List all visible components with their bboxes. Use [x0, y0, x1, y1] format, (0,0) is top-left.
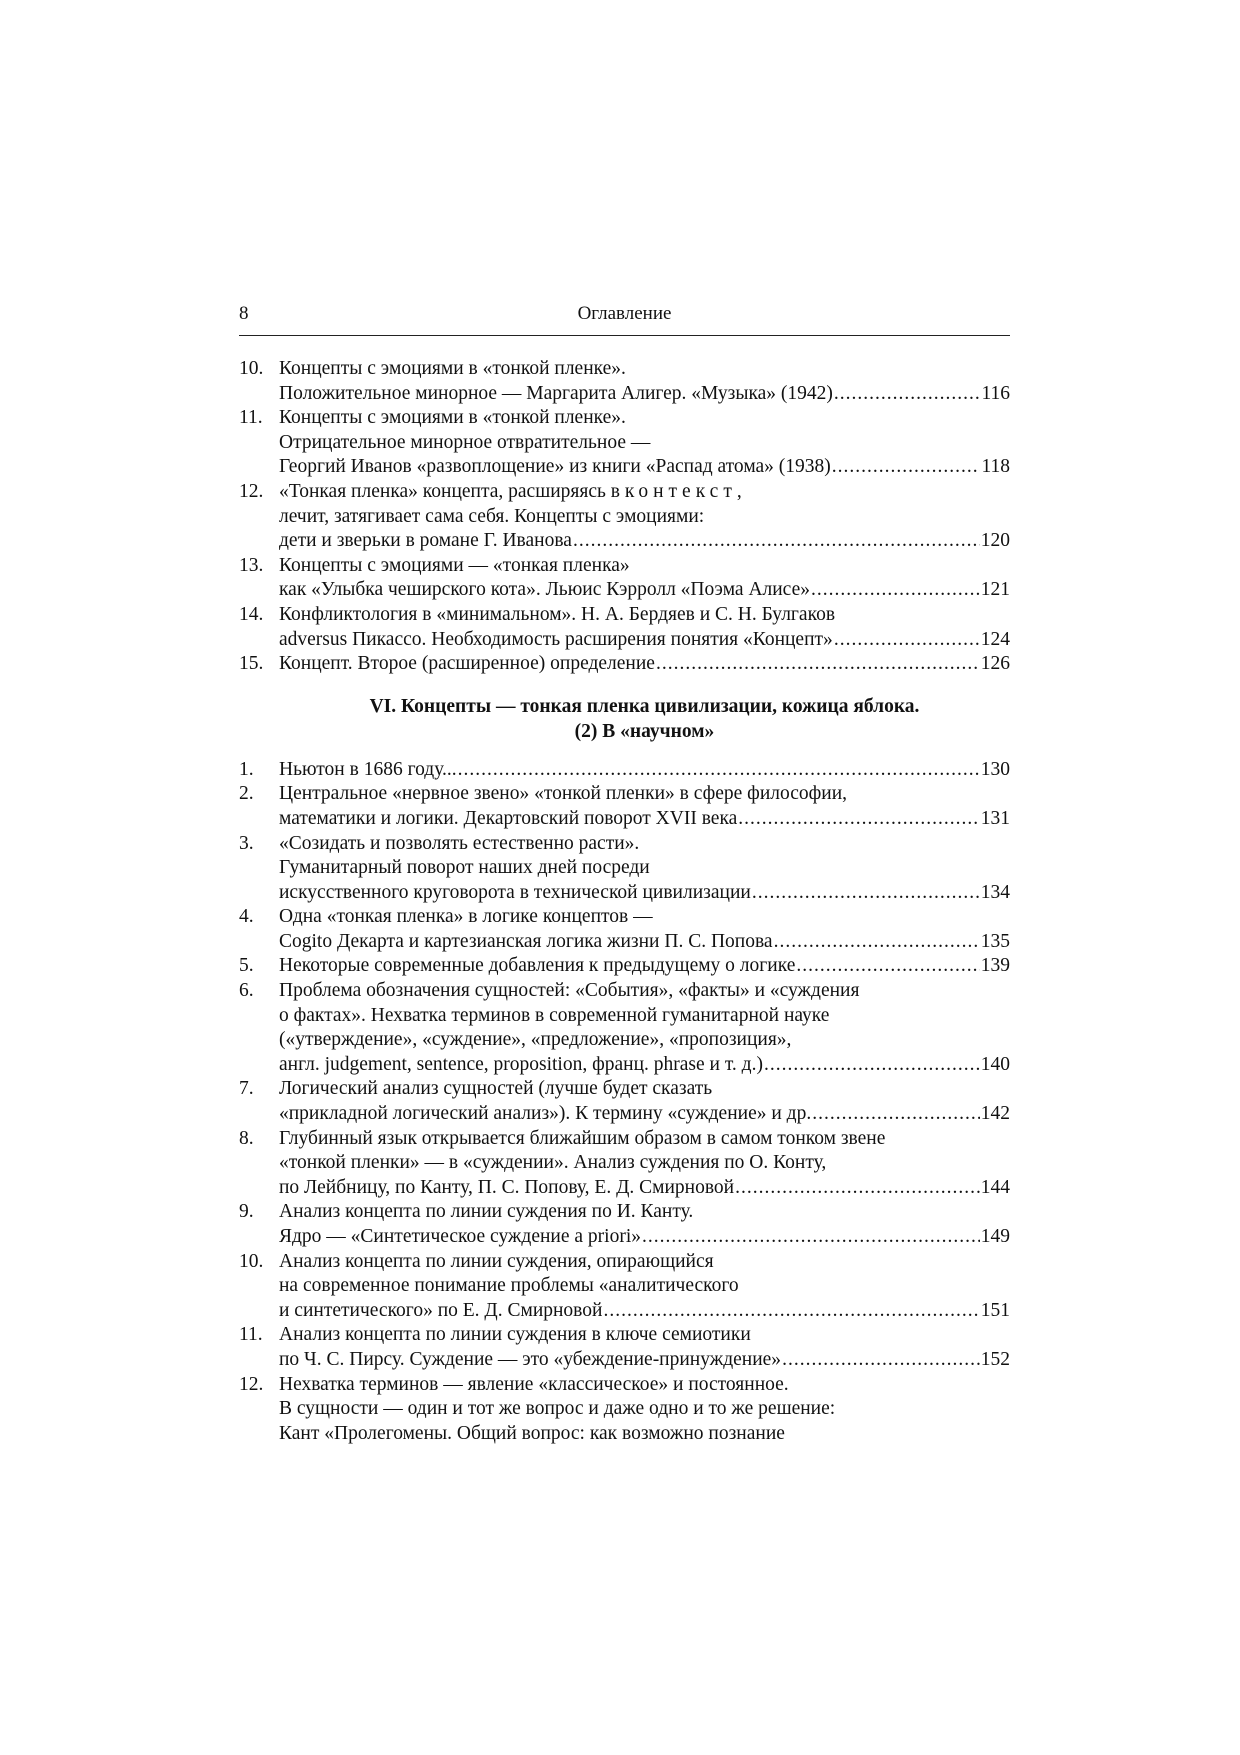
entry-page: 130 — [980, 758, 1010, 780]
dot-leader — [834, 382, 981, 407]
entry-number: 11. — [239, 1324, 263, 1346]
entry-line: Ядро — «Синтетическое суждение a priori» — [279, 1226, 641, 1247]
dot-leader — [573, 529, 980, 554]
toc-entry — [239, 905, 1010, 954]
entry-page: 142 — [980, 1103, 1010, 1125]
entry-line: дети и зверьки в романе Г. Иванова — [279, 530, 572, 552]
entry-line: adversus Пикассо. Необходимость расширения понятия «Концепт» — [279, 628, 833, 650]
dot-leader — [811, 578, 980, 603]
entry-line: Анализ концепта по линии суждения, опирающийся — [279, 1250, 714, 1272]
entry-line: Ньютон в 1686 году... — [279, 758, 457, 780]
entry-line: Георгий Иванов «развоплощение» из книги «Распад атома» (1938) — [279, 456, 831, 478]
entry-page: 139 — [980, 955, 1010, 977]
entry-number: 3. — [239, 832, 254, 854]
toc-list — [239, 357, 1010, 1446]
entry-number: 15. — [239, 653, 264, 675]
entry-line: «Созидать и позволять естественно расти». — [279, 832, 640, 854]
entry-number: 14. — [239, 603, 264, 625]
toc-entry — [239, 603, 1010, 652]
entry-number: 10. — [239, 358, 264, 379]
entry-line: Одна «тонкая пленка» в логике концептов — — [279, 906, 653, 928]
entry-line: «прикладной логический анализ»). К термину «суждение» и др. — [279, 1103, 812, 1125]
running-head — [239, 297, 1010, 336]
entry-line: Cogito Декарта и картезианская логика жизни П. С. Попова — [279, 930, 773, 952]
entry-page: 120 — [980, 530, 1010, 552]
toc-entry — [239, 832, 1010, 906]
toc-entry — [239, 357, 1010, 406]
entry-line: о фактах». Нехватка терминов в современной гуманитарной науке — [279, 1004, 830, 1026]
entry-line: по Лейбницу, по Канту, П. С. Попову, Е. Д. Смирновой — [279, 1176, 735, 1198]
entry-line: Некоторые современные добавления к предыдущему о логике — [279, 955, 796, 977]
entry-line: по Ч. С. Пирсу. Суждение — это «убеждение-принуждение» — [279, 1348, 782, 1370]
dot-leader — [774, 930, 980, 955]
entry-page: 135 — [980, 930, 1010, 952]
entry-line: англ. judgement, sentence, proposition, франц. phrase и т. д.) — [279, 1053, 763, 1075]
entry-line: Концепты с эмоциями в «тонкой пленке». — [279, 358, 626, 379]
entry-line: Нехватка терминов — явление «классическое» и постоянное. — [279, 1373, 789, 1395]
entry-line: Концепты с эмоциями — «тонкая пленка» — [279, 554, 630, 576]
entry-number: 4. — [239, 906, 254, 928]
dot-leader — [642, 1225, 980, 1250]
entry-line: Анализ концепта по линии суждения по И. Канту. — [279, 1201, 694, 1223]
entry-line: Логический анализ сущностей (лучше будет сказать — [279, 1078, 713, 1100]
dot-leader — [832, 455, 981, 480]
spaced-word: контекст — [624, 480, 737, 502]
entry-line: Центральное «нервное звено» «тонкой пленки» в сфере философии, — [279, 783, 848, 805]
toc-entry — [239, 554, 1010, 603]
entry-number: 6. — [239, 980, 254, 1002]
entry-line: на современное понимание проблемы «аналитического — [279, 1275, 739, 1297]
toc-entry — [239, 1373, 1010, 1447]
entry-line: («утверждение», «суждение», «предложение», «пропозиция», — [279, 1029, 792, 1051]
toc-entry — [239, 979, 1010, 1077]
toc-entry — [239, 1077, 1010, 1126]
dot-leader — [735, 1176, 980, 1201]
entry-line: как «Улыбка чеширского кота». Льюис Кэрролл «Поэма Алисе» — [279, 579, 810, 601]
toc-page — [239, 297, 1010, 1446]
section-heading-line: (2) В «научном» — [574, 720, 715, 742]
entry-page: 149 — [980, 1226, 1010, 1247]
toc-entry — [239, 480, 1010, 554]
entry-line: Анализ концепта по линии суждения в ключе семиотики — [279, 1324, 751, 1346]
entry-number: 9. — [239, 1201, 254, 1223]
entry-page: 144 — [980, 1176, 1010, 1198]
entry-number: 5. — [239, 955, 254, 977]
entry-page: 121 — [980, 579, 1010, 601]
entry-line: Глубинный язык открывается ближайшим образом в самом тонком звене — [279, 1127, 886, 1149]
toc-entry — [239, 758, 1010, 783]
entry-line: Концепт. Второе (расширенное) определение — [279, 653, 655, 675]
entry-page: 152 — [980, 1348, 1010, 1370]
toc-entry — [239, 1127, 1010, 1201]
entry-number: 10. — [239, 1250, 264, 1272]
entry-number: 8. — [239, 1127, 254, 1149]
page-number: 8 — [239, 303, 249, 324]
dot-leader — [782, 1348, 980, 1373]
entry-number: 12. — [239, 480, 264, 502]
entry-page: 118 — [981, 456, 1010, 478]
dot-leader — [603, 1299, 979, 1324]
entry-page: 124 — [980, 628, 1010, 650]
section-heading — [279, 694, 1010, 744]
running-title: Оглавление — [577, 303, 672, 324]
entry-page: 134 — [980, 881, 1010, 903]
toc-entry — [239, 1200, 1010, 1249]
entry-line: и синтетического» по Е. Д. Смирновой — [279, 1299, 603, 1321]
dot-leader — [752, 881, 980, 906]
entry-page: 131 — [980, 807, 1010, 829]
entry-line: «Тонкая пленка» концепта, расширяясь в контекст, — [279, 480, 742, 502]
entry-line: математики и логики. Декартовский поворот XVII века — [279, 807, 738, 829]
entry-line: искусственного круговорота в технической цивилизации — [279, 881, 751, 903]
toc-entry — [239, 1323, 1010, 1372]
toc-entry — [239, 406, 1010, 480]
entry-page: 140 — [980, 1053, 1010, 1075]
entry-line: Концепты с эмоциями в «тонкой пленке». — [279, 407, 626, 429]
dot-leader — [812, 1102, 980, 1127]
entry-number: 12. — [239, 1373, 264, 1395]
entry-line: Отрицательное минорное отвратительное — — [279, 431, 651, 453]
entry-number: 1. — [239, 758, 254, 780]
entry-line: Проблема обозначения сущностей: «События», «факты» и «суждения — [279, 980, 860, 1002]
dot-leader — [834, 628, 980, 653]
toc-entry — [239, 782, 1010, 831]
entry-number: 11. — [239, 407, 263, 429]
dot-leader — [764, 1053, 980, 1078]
entry-page: 126 — [980, 653, 1010, 675]
entry-line: Кант «Пролегомены. Общий вопрос: как возможно познание — [279, 1422, 785, 1444]
entry-line: Конфликтология в «минимальном». Н. А. Бердяев и С. Н. Булгаков — [279, 603, 836, 625]
entry-page: 116 — [981, 382, 1010, 404]
section-heading-line: VI. Концепты — тонкая пленка цивилизации, кожица яблока. — [369, 695, 920, 717]
entry-line: Положительное минорное — Маргарита Алигер. «Музыка» (1942) — [279, 382, 833, 404]
toc-entry — [239, 954, 1010, 979]
toc-entry — [239, 1250, 1010, 1324]
entry-line: лечит, затягивает сама себя. Концепты с эмоциями: — [279, 505, 705, 527]
dot-leader — [738, 807, 979, 832]
dot-leader — [796, 954, 979, 979]
dot-leader — [656, 652, 980, 677]
toc-entry — [239, 652, 1010, 677]
entry-number: 2. — [239, 783, 254, 805]
entry-page: 151 — [980, 1299, 1010, 1321]
dot-leader — [458, 758, 980, 783]
entry-line: «тонкой пленки» — в «суждении». Анализ суждения по О. Конту, — [279, 1152, 827, 1174]
entry-line: Гуманитарный поворот наших дней посреди — [279, 857, 650, 879]
entry-number: 7. — [239, 1078, 254, 1100]
entry-line: В сущности — один и тот же вопрос и даже одно и то же решение: — [279, 1398, 836, 1420]
entry-number: 13. — [239, 554, 264, 576]
